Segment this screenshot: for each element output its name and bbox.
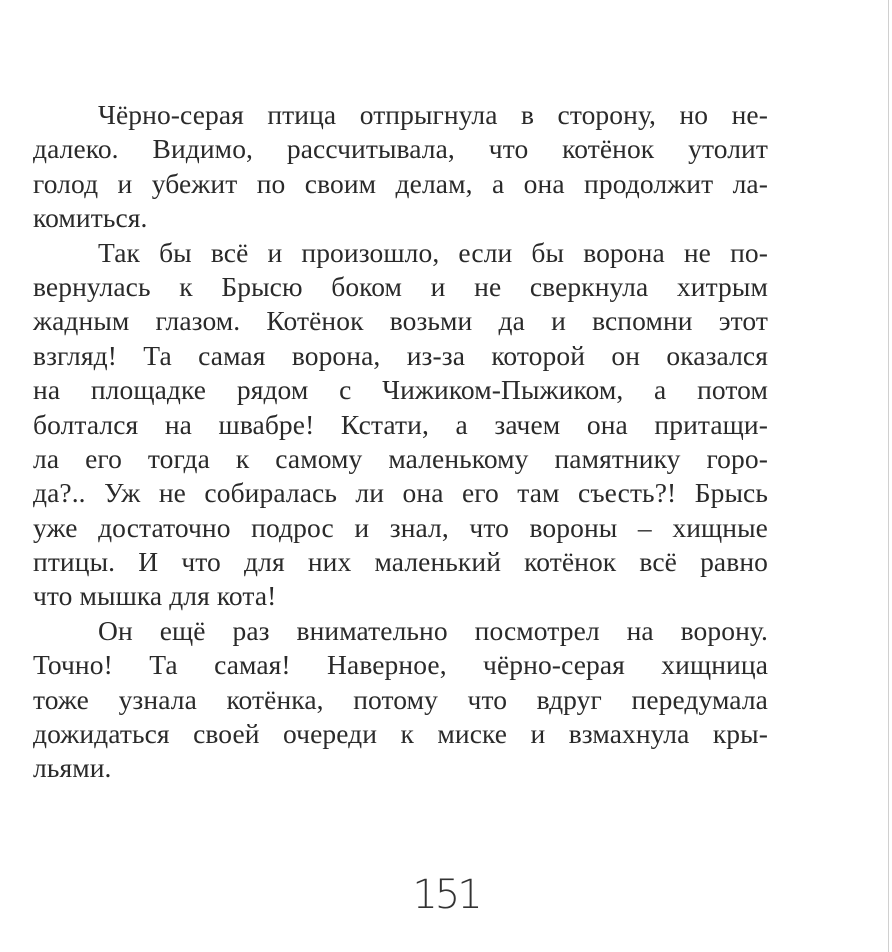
text-line: на площадке рядом с Чижиком-Пыжиком, а потом xyxy=(33,374,768,406)
text-line: комиться. xyxy=(33,202,148,234)
text-line: голод и убежит по своим делам, а она продолжит ла- xyxy=(33,167,768,199)
text-line: птицы. И что для них маленький котёнок всё равно xyxy=(33,546,768,578)
text-line: да?.. Уж не собиралась ли она его там съесть?! Брысь xyxy=(33,477,768,509)
text-line: дожидаться своей очереди к миске и взмахнула кры- xyxy=(33,718,768,750)
text-line: жадным глазом. Котёнок возьми да и вспомни этот xyxy=(33,305,768,337)
text-line: Чёрно-серая птица отпрыгнула в сторону, но не- xyxy=(98,99,768,130)
text-line: ла его тогда к самому маленькому памятнику горо- xyxy=(33,442,768,474)
text-line: льями. xyxy=(33,752,112,784)
text-line: уже достаточно подрос и знал, что вороны – хищные xyxy=(33,511,768,543)
page-edge-divider xyxy=(888,0,889,952)
text-line: болтался на швабре! Кстати, а зачем она притащи- xyxy=(33,408,768,440)
text-line: тоже узнала котёнка, потому что вдруг передумала xyxy=(33,683,768,715)
body-text xyxy=(33,98,768,786)
page-number: 151 xyxy=(412,872,480,918)
text-line: Он ещё раз внимательно посмотрел на ворону. xyxy=(98,614,768,646)
text-line: Так бы всё и произошло, если бы ворона не по- xyxy=(98,236,768,268)
text-line: вернулась к Брысю боком и не сверкнула хитрым xyxy=(33,270,768,302)
text-line: Точно! Та самая! Наверное, чёрно-серая хищница xyxy=(33,649,768,681)
text-line: что мышка для кота! xyxy=(33,580,277,612)
text-line: далеко. Видимо, рассчитывала, что котёнок утолит xyxy=(33,133,768,165)
text-line: взгляд! Та самая ворона, из-за которой он оказался xyxy=(33,339,768,371)
